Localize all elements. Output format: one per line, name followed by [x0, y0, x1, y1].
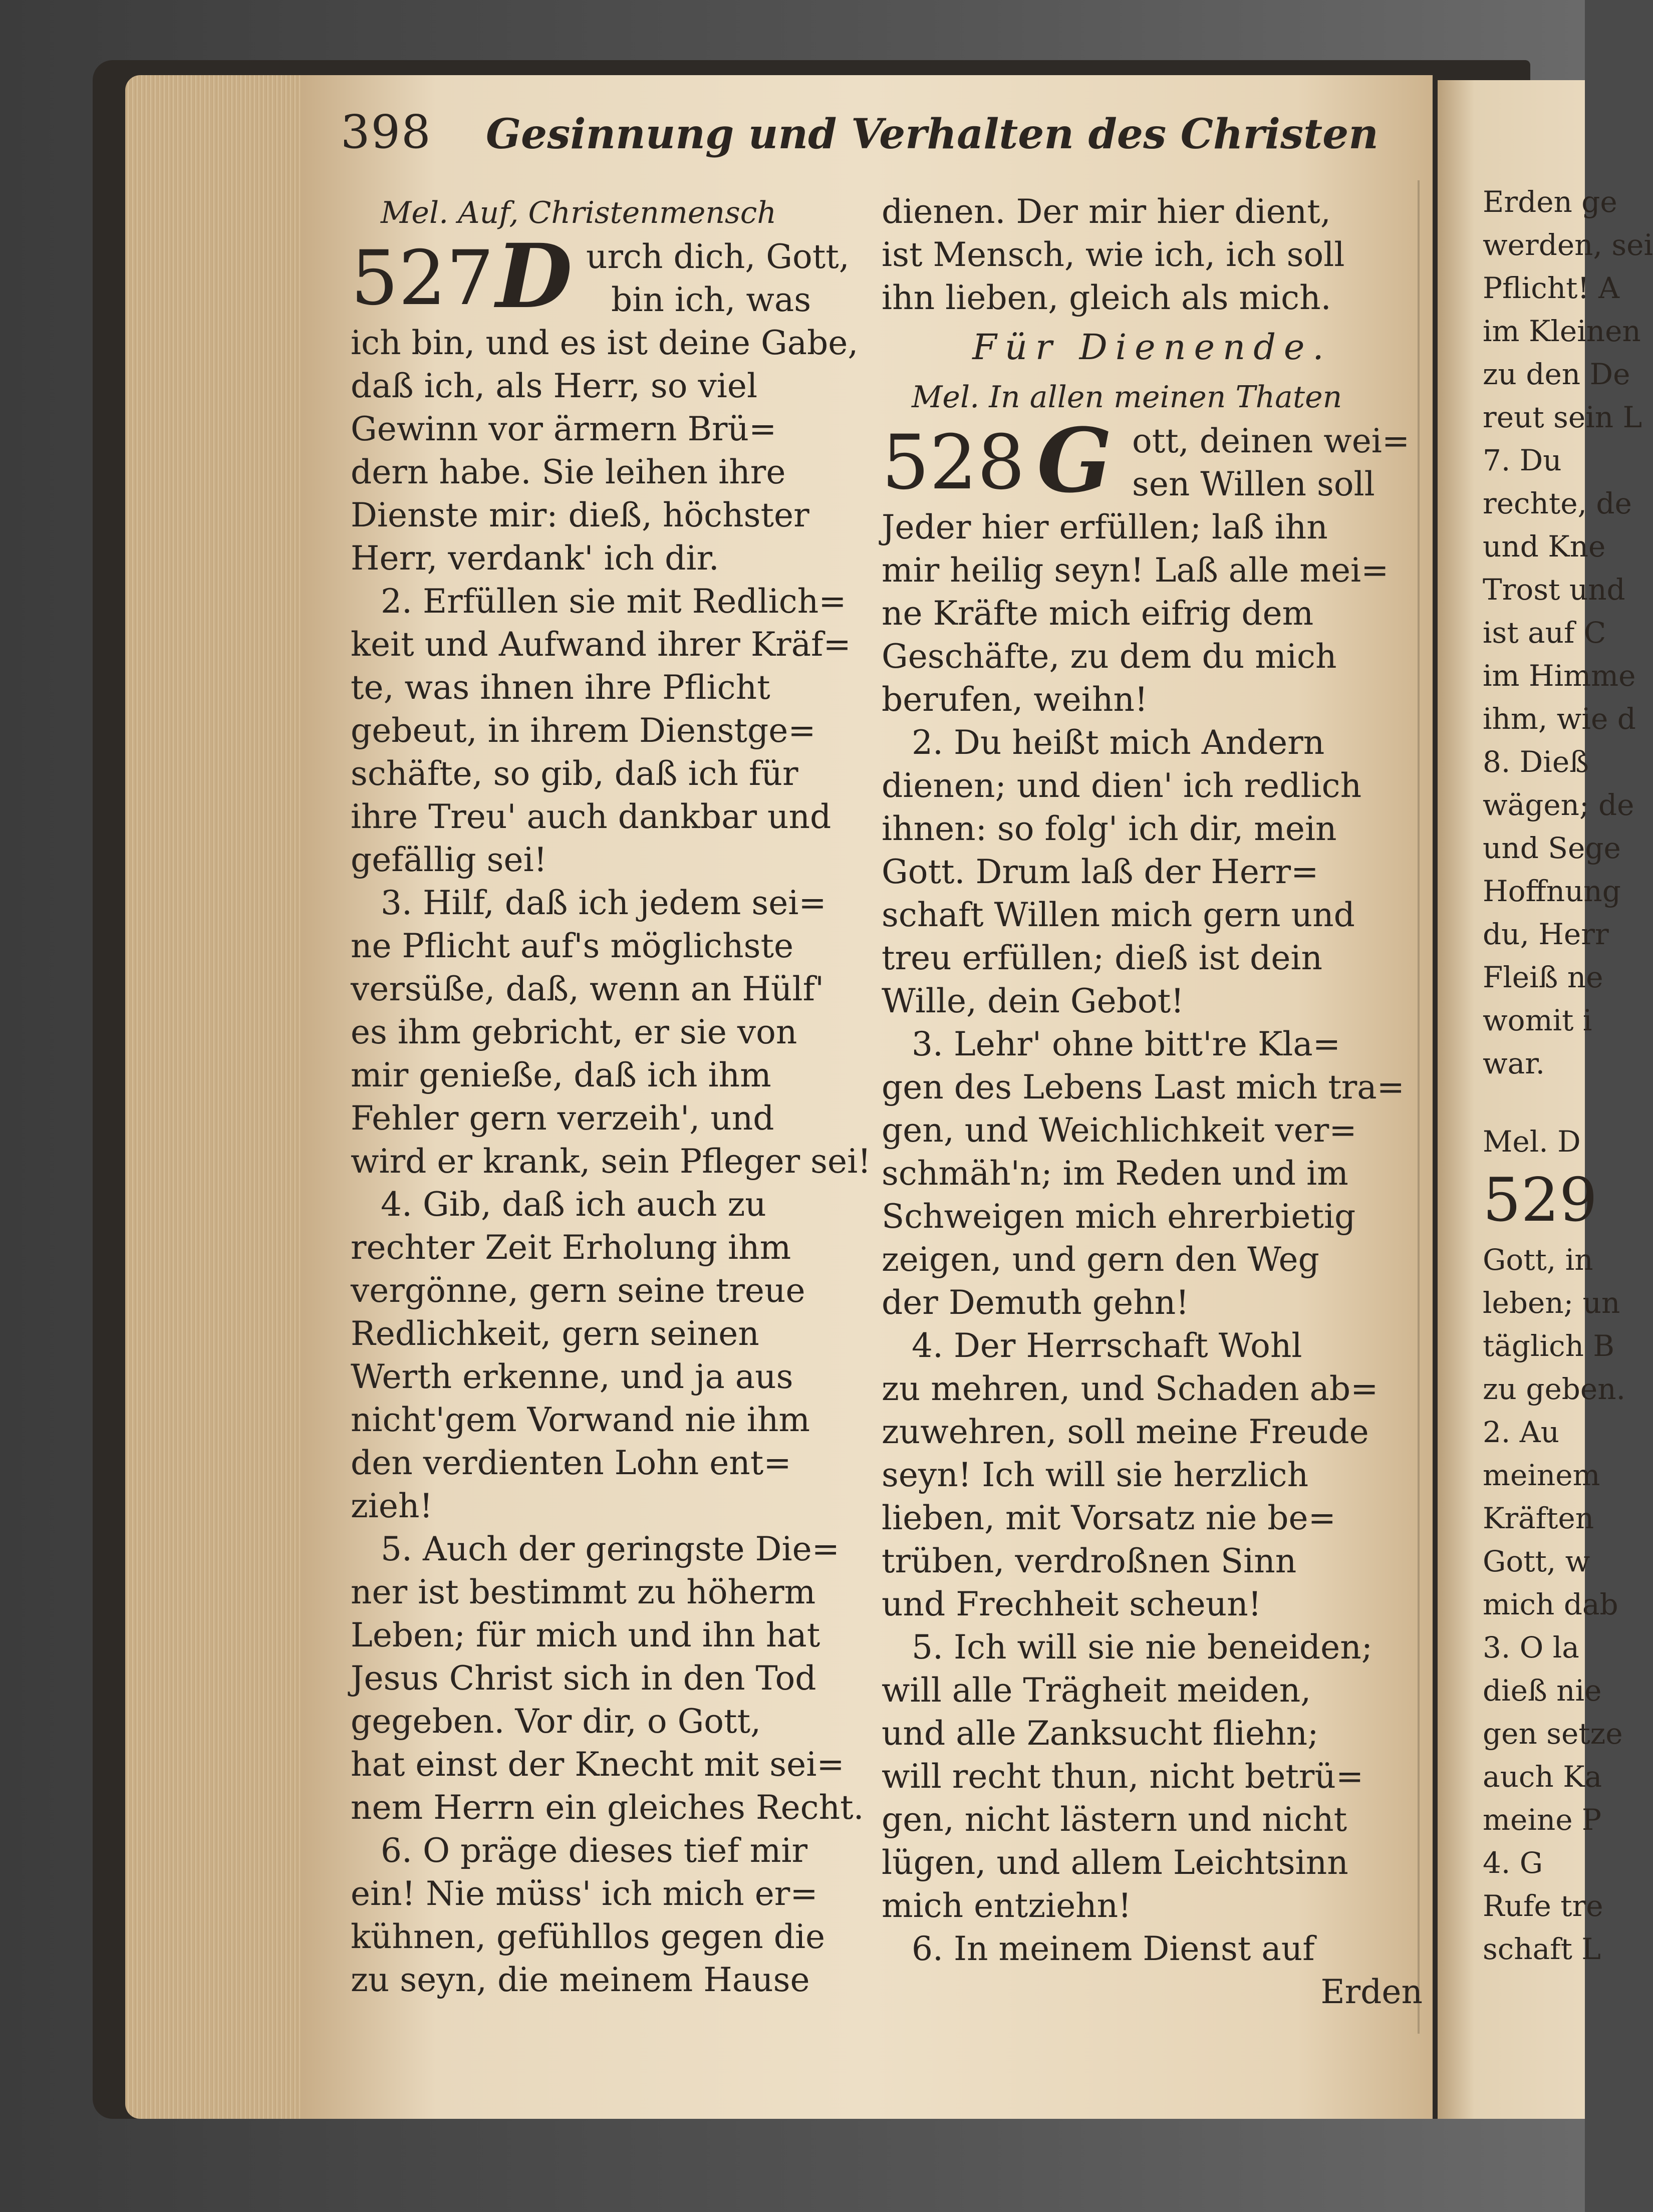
text-line: ner ist bestimmt zu höherm	[351, 1573, 816, 1611]
text-line: Wille, dein Gebot!	[882, 982, 1184, 1020]
right-column-top-lines	[882, 190, 1423, 320]
facing-page-line: war.	[1483, 1046, 1545, 1080]
text-line: 5. Ich will sie nie beneiden;	[912, 1628, 1372, 1667]
facing-page-line: leben; un	[1483, 1286, 1620, 1320]
hymn-number: 528	[882, 419, 1025, 506]
text-line: 5. Auch der geringste Die=	[381, 1530, 840, 1568]
catchword: Erden	[1320, 1973, 1423, 2011]
facing-page-line: werden, sei	[1483, 228, 1653, 262]
facing-page-line: reut sein L	[1483, 400, 1642, 434]
facing-page-line: Kräften	[1483, 1501, 1594, 1535]
facing-page-line: 2. Au	[1483, 1415, 1560, 1449]
facing-page-line: du, Herr	[1483, 917, 1609, 951]
facing-page-melody: Mel. D	[1483, 1125, 1581, 1159]
text-line: lügen, und allem Leichtsinn	[882, 1843, 1348, 1882]
facing-page-line: Gott, w	[1483, 1544, 1590, 1578]
facing-page-line: dieß nie	[1483, 1674, 1602, 1708]
facing-page-line: schaft L	[1483, 1932, 1601, 1966]
text-line: Gewinn vor ärmern Brü=	[351, 410, 777, 448]
text-line: Geschäfte, zu dem du mich	[882, 637, 1337, 676]
text-line: urch dich, Gott,	[586, 237, 850, 276]
text-line: Jeder hier erfüllen; laß ihn	[882, 508, 1328, 546]
text-line: schmäh'n; im Reden und im	[882, 1154, 1348, 1193]
text-line: zieh!	[351, 1487, 433, 1525]
text-line: Redlichkeit, gern seinen	[351, 1314, 759, 1353]
text-line: Gott. Drum laß der Herr=	[882, 853, 1319, 891]
text-line: 2. Du heißt mich Andern	[912, 723, 1325, 762]
melody-line: Mel. Auf, Christenmensch	[381, 195, 777, 230]
facing-page-line: 8. Dieß	[1483, 745, 1589, 779]
text-line: Jesus Christ sich in den Tod	[351, 1659, 816, 1698]
facing-page-line: zu geben.	[1483, 1372, 1626, 1406]
running-title: Gesinnung und Verhalten des Christen	[486, 110, 1379, 158]
text-line: daß ich, als Herr, so viel	[351, 367, 758, 405]
text-line: Dienste mir: dieß, höchster	[351, 496, 809, 534]
text-line: bin ich, was	[611, 281, 811, 319]
text-line: vergönne, gern seine treue	[351, 1271, 805, 1310]
text-line: zeigen, und gern den Weg	[882, 1240, 1319, 1279]
text-line: Herr, verdank' ich dir.	[351, 539, 719, 578]
text-line: 6. O präge dieses tief mir	[381, 1831, 808, 1870]
text-line: mir heilig seyn! Laß alle mei=	[882, 551, 1389, 590]
text-line: keit und Aufwand ihrer Kräf=	[351, 625, 851, 664]
text-line: treu erfüllen; dieß ist dein	[882, 939, 1323, 977]
text-line: Schweigen mich ehrerbietig	[882, 1197, 1356, 1236]
facing-page-line: und Kne	[1483, 529, 1606, 564]
text-line: der Demuth gehn!	[882, 1283, 1189, 1322]
facing-page-lines-a	[1483, 180, 1653, 1085]
text-line: gefällig sei!	[351, 841, 547, 879]
text-line: wird er krank, sein Pfleger sei!	[351, 1142, 871, 1181]
facing-page-line: zu den De	[1483, 357, 1630, 391]
facing-page-line: und Sege	[1483, 831, 1621, 865]
facing-page-line: im Kleinen	[1483, 314, 1641, 348]
text-line: ich bin, und es ist deine Gabe,	[351, 324, 859, 362]
text-line: trüben, verdroßnen Sinn	[882, 1542, 1297, 1580]
facing-page-line: Trost und	[1483, 573, 1625, 607]
facing-page-line: womit i	[1483, 1003, 1592, 1037]
facing-page-line: ihm, wie d	[1483, 702, 1636, 736]
drop-cap: G	[1037, 409, 1113, 512]
text-line: 3. Hilf, daß ich jedem sei=	[381, 884, 826, 922]
text-line: mir genieße, daß ich ihm	[351, 1056, 771, 1094]
text-line: ist Mensch, wie ich, ich soll	[882, 235, 1345, 274]
text-line: es ihm gebricht, er sie von	[351, 1013, 797, 1051]
text-line: schaft Willen mich gern und	[882, 896, 1355, 934]
text-line: ihn lieben, gleich als mich.	[882, 279, 1331, 317]
text-line: gen, und Weichlichkeit ver=	[882, 1111, 1357, 1150]
right-column-lines	[882, 506, 1423, 1971]
facing-page-line: Gott, in	[1483, 1243, 1593, 1277]
text-line: gegeben. Vor dir, o Gott,	[351, 1702, 761, 1741]
facing-page-line: meine P	[1483, 1803, 1602, 1837]
text-line: ihnen: so folg' ich dir, mein	[882, 809, 1337, 848]
facing-page-line: rechte, de	[1483, 486, 1632, 520]
facing-page-line: mich dab	[1483, 1587, 1618, 1621]
right-column	[882, 190, 1423, 2014]
text-line: 4. Der Herrschaft Wohl	[912, 1326, 1302, 1365]
text-line: 2. Erfüllen sie mit Redlich=	[381, 582, 847, 621]
facing-page-line: 4. G	[1483, 1846, 1543, 1880]
facing-page-rule	[1418, 180, 1420, 2034]
facing-page-line: 7. Du	[1483, 443, 1562, 477]
text-line: Werth erkenne, und ja aus	[351, 1357, 793, 1396]
text-line: zu seyn, die meinem Hause	[351, 1961, 810, 1999]
text-line: 6. In meinem Dienst auf	[912, 1929, 1315, 1968]
facing-page-line: im Himme	[1483, 659, 1636, 693]
text-line: ein! Nie müss' ich mich er=	[351, 1874, 818, 1913]
text-line: rechter Zeit Erholung ihm	[351, 1228, 791, 1267]
text-line: ne Pflicht auf's möglichste	[351, 927, 794, 965]
text-line: dienen. Der mir hier dient,	[882, 192, 1331, 231]
text-line: den verdienten Lohn ent=	[351, 1444, 791, 1482]
facing-page-line: täglich B	[1483, 1329, 1615, 1363]
text-line: zu mehren, und Schaden ab=	[882, 1369, 1379, 1408]
facing-page-line: Hoffnung	[1483, 874, 1621, 908]
text-line: 4. Gib, daß ich auch zu	[381, 1185, 766, 1224]
facing-page-line: ist auf C	[1483, 616, 1606, 650]
section-heading: Für Dienende.	[972, 327, 1332, 368]
text-line: versüße, daß, wenn an Hülf'	[351, 970, 824, 1008]
text-line: mich entziehn!	[882, 1886, 1132, 1925]
text-line: will alle Trägheit meiden,	[882, 1671, 1311, 1710]
text-line: ihre Treu' auch dankbar und	[351, 797, 832, 836]
hymn-528-start	[882, 409, 1423, 512]
text-line: ne Kräfte mich eifrig dem	[882, 594, 1314, 633]
text-line: dienen; und dien' ich redlich	[882, 766, 1362, 805]
text-line: 3. Lehr' ohne bitt're Kla=	[912, 1025, 1341, 1063]
facing-page-line: wägen; de	[1483, 788, 1634, 822]
facing-page-line: Pflicht! A	[1483, 271, 1620, 305]
text-line: lieben, mit Vorsatz nie be=	[882, 1499, 1336, 1537]
text-line: und Frechheit scheun!	[882, 1585, 1262, 1623]
facing-page-line: Erden ge	[1483, 185, 1617, 219]
text-line: und alle Zanksucht fliehn;	[882, 1714, 1319, 1753]
facing-page-text	[1483, 180, 1653, 1971]
facing-page-line: meinem	[1483, 1458, 1600, 1492]
running-head	[341, 95, 1433, 165]
text-line: gen des Lebens Last mich tra=	[882, 1068, 1405, 1107]
hymn-number: 527	[351, 235, 494, 322]
hymn-527-start	[351, 224, 882, 328]
facing-page-hymn-number: 529	[1483, 1166, 1598, 1235]
text-line: nicht'gem Vorwand nie ihm	[351, 1401, 810, 1439]
text-line: zuwehren, soll meine Freude	[882, 1413, 1369, 1451]
facing-page-line: 3. O la	[1483, 1630, 1579, 1665]
text-line: Leben; für mich und ihn hat	[351, 1616, 820, 1654]
facing-page-line: auch Ka	[1483, 1760, 1602, 1794]
text-line: kühnen, gefühllos gegen die	[351, 1917, 825, 1956]
facing-page-line: gen setze	[1483, 1717, 1623, 1751]
melody-line: Mel. In allen meinen Thaten	[912, 380, 1342, 415]
facing-page-lines-b	[1483, 1238, 1626, 1971]
text-line: te, was ihnen ihre Pflicht	[351, 668, 770, 707]
text-line: seyn! Ich will sie herzlich	[882, 1456, 1309, 1494]
left-column	[351, 190, 882, 2002]
facing-page-line: Rufe tre	[1483, 1889, 1603, 1923]
text-line: sen Willen soll	[1132, 465, 1375, 503]
text-line: berufen, weihn!	[882, 680, 1148, 719]
text-line: ott, deinen wei=	[1132, 422, 1410, 460]
text-line: dern habe. Sie leihen ihre	[351, 453, 786, 491]
text-line: Fehler gern verzeih', und	[351, 1099, 774, 1138]
text-line: nem Herrn ein gleiches Recht.	[351, 1788, 864, 1827]
text-line: will recht thun, nicht betrü=	[882, 1757, 1364, 1796]
left-column-lines	[351, 322, 882, 2002]
text-line: hat einst der Knecht mit sei=	[351, 1745, 845, 1784]
page-number: 398	[341, 105, 432, 159]
drop-cap: D	[496, 224, 573, 328]
text-line: gen, nicht lästern und nicht	[882, 1800, 1347, 1839]
facing-page-line: Fleiß ne	[1483, 960, 1603, 994]
text-line: schäfte, so gib, daß ich für	[351, 754, 798, 793]
text-line: gebeut, in ihrem Dienstge=	[351, 711, 816, 750]
